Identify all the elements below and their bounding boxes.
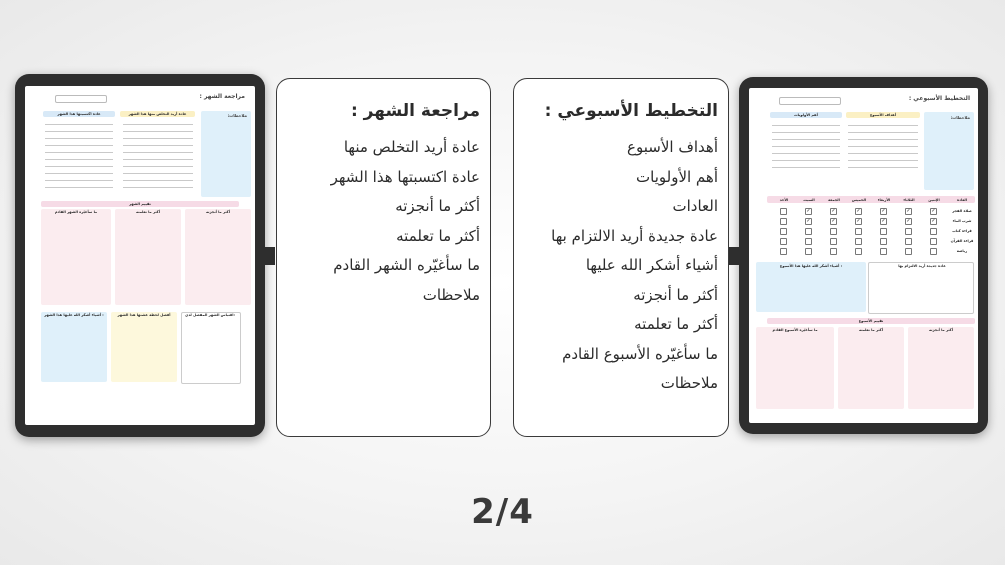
- monthly-review-title: مراجعة الشهر :: [350, 101, 480, 121]
- list-item: أكثر ما أنجزته: [633, 285, 718, 304]
- habit-checkbox[interactable]: [930, 228, 937, 235]
- date-box: [779, 97, 841, 105]
- monthly-review-page-preview: [25, 86, 255, 425]
- weekly-planning-list: [551, 133, 718, 399]
- goals-label: أهداف الأسبوع: [869, 113, 897, 117]
- tablet-side-button: [263, 247, 275, 265]
- habit-checkbox[interactable]: [780, 208, 787, 215]
- habit-checkbox[interactable]: [830, 248, 837, 255]
- list-item: عادة أريد التخلص منها: [343, 138, 480, 156]
- new-habit-label: عادة جديدة أريد الالتزام بها: [898, 264, 946, 268]
- habit-checkbox[interactable]: [805, 248, 812, 255]
- habit-checkbox[interactable]: ✓: [906, 208, 911, 214]
- habit-checkbox[interactable]: [905, 238, 912, 245]
- habit-checkbox[interactable]: ✓: [856, 218, 861, 224]
- list-item: أهداف الأسبوع: [627, 138, 718, 156]
- habit-checkbox[interactable]: [855, 248, 862, 255]
- habit-checkbox[interactable]: [880, 238, 887, 245]
- habit-checkbox[interactable]: [805, 228, 812, 235]
- change-label: ما سأغيّره الشهر القادم: [54, 210, 98, 214]
- monthly-review-list: [331, 133, 480, 310]
- habit-checkbox[interactable]: [880, 228, 887, 235]
- habit-checkbox[interactable]: ✓: [856, 208, 861, 214]
- list-item: ما سأغيّره الشهر القادم: [333, 256, 480, 274]
- notes-label: ملاحظات:: [950, 115, 970, 120]
- weekly-planning-title: التخطيط الأسبوعي :: [544, 101, 718, 121]
- date-box: [55, 95, 107, 103]
- grateful-box: [41, 312, 107, 382]
- habit-checkbox[interactable]: [780, 228, 787, 235]
- priorities-label: أهم الأولويات: [794, 113, 818, 117]
- habit-checkbox[interactable]: ✓: [881, 218, 886, 224]
- notes-box: [201, 111, 251, 197]
- habit-checkbox[interactable]: [930, 238, 937, 245]
- weekly-planning-card: [513, 78, 729, 437]
- day-label: الإثنين: [928, 198, 940, 202]
- habit-checkbox[interactable]: [880, 248, 887, 255]
- habit-remove-label: عادة أريد التخلص منها هذا الشهر: [128, 112, 187, 116]
- learned-label: أكثر ما تعلمته: [135, 210, 160, 214]
- new-habit-box: [868, 262, 974, 314]
- achieved-label: أكثر ما أنجزته: [928, 328, 954, 332]
- learned-box: [115, 209, 181, 305]
- grateful-box: [756, 262, 866, 312]
- quote-label: اقتباس الشهر المفضل لدي:: [185, 313, 235, 317]
- habit-checkbox[interactable]: [905, 228, 912, 235]
- quote-box: [181, 312, 241, 384]
- month-eval-label: تقييم الشهر: [129, 202, 151, 206]
- habit-checkbox[interactable]: [855, 238, 862, 245]
- change-label: ما سأغيّره الأسبوع القادم: [772, 328, 818, 332]
- habit-checkbox[interactable]: [830, 228, 837, 235]
- list-item: أكثر ما تعلمته: [634, 315, 718, 333]
- notes-box: [924, 112, 974, 190]
- habit-checkbox[interactable]: ✓: [831, 218, 836, 224]
- change-box: [41, 209, 111, 305]
- page-indicator: 2/4: [471, 492, 534, 532]
- habit-checkbox[interactable]: [780, 248, 787, 255]
- monthly-review-card: [276, 78, 491, 437]
- day-label: السبت: [803, 198, 815, 202]
- habit-checkbox[interactable]: [855, 228, 862, 235]
- list-item: عادة اكتسبتها هذا الشهر: [330, 167, 480, 186]
- habit-row-label: رياضة: [956, 249, 968, 253]
- list-item: أكثر ما تعلمته: [396, 226, 480, 245]
- mini-page-title: مراجعة الشهر :: [199, 93, 245, 100]
- day-label: الجمعة: [828, 198, 840, 202]
- habit-checkbox[interactable]: ✓: [906, 218, 911, 224]
- list-item: عادة جديدة أريد الالتزام بها: [551, 226, 718, 245]
- grateful-label: أشياء أشكر الله عليها هذا الشهر :: [44, 313, 104, 317]
- left-tablet: [15, 74, 265, 437]
- right-tablet: [739, 77, 988, 434]
- list-item: أهم الأولويات: [636, 167, 718, 186]
- learned-label: أكثر ما تعلمته: [858, 328, 883, 332]
- habit-checkbox[interactable]: [905, 248, 912, 255]
- best-moment-box: [111, 312, 177, 382]
- best-moment-label: أفضل لحظة عشتها هذا الشهر: [117, 313, 171, 317]
- habit-row-label: شرب الماء: [952, 219, 972, 223]
- list-item: أشياء أشكر الله عليها: [585, 256, 718, 274]
- habit-checkbox[interactable]: [930, 248, 937, 255]
- week-eval-label: تقييم الأسبوع: [858, 319, 884, 323]
- habit-checkbox[interactable]: ✓: [806, 208, 811, 214]
- list-item: العادات: [672, 197, 718, 215]
- list-item: ما سأغيّره الأسبوع القادم: [562, 344, 718, 363]
- habit-gained-label: عادة اكتسبتها هذا الشهر: [57, 112, 101, 116]
- habit-checkbox[interactable]: ✓: [831, 208, 836, 214]
- list-item: ملاحظات: [422, 285, 480, 304]
- day-label: الأحد: [779, 198, 789, 202]
- achieved-box: [185, 209, 251, 305]
- list-item: ملاحظات: [660, 374, 718, 392]
- achieved-label: أكثر ما أنجزته: [205, 210, 231, 214]
- mini-page-title: التخطيط الأسبوعي :: [908, 95, 970, 102]
- day-label: الثلاثاء: [903, 198, 915, 202]
- weekly-planning-page-preview: [749, 88, 978, 423]
- list-item: أكثر ما أنجزته: [395, 197, 480, 215]
- tablet-side-button: [729, 247, 741, 265]
- habit-checkbox[interactable]: ✓: [881, 208, 886, 214]
- habit-row-label: صلاة الفجر: [952, 209, 972, 213]
- habit-checkbox[interactable]: [830, 238, 837, 245]
- habit-row-label: قراءة كتاب: [952, 229, 972, 233]
- habit-checkbox[interactable]: [805, 238, 812, 245]
- grateful-label: أشياء أشكر الله عليها هذا الأسبوع :: [779, 264, 843, 268]
- change-box: [756, 327, 834, 409]
- habit-row-label: قراءة القرآن: [950, 239, 974, 243]
- habit-checkbox[interactable]: ✓: [931, 218, 936, 224]
- habits-label: العادة: [957, 198, 967, 202]
- habit-checkbox[interactable]: ✓: [931, 208, 936, 214]
- day-label: الأربعاء: [877, 198, 891, 202]
- achieved-box: [908, 327, 974, 409]
- day-label: الخميس: [851, 198, 867, 202]
- habit-checkbox[interactable]: ✓: [806, 218, 811, 224]
- learned-box: [838, 327, 904, 409]
- habit-checkbox[interactable]: [780, 218, 787, 225]
- habit-checkbox[interactable]: [780, 238, 787, 245]
- notes-label: ملاحظات:: [227, 113, 247, 118]
